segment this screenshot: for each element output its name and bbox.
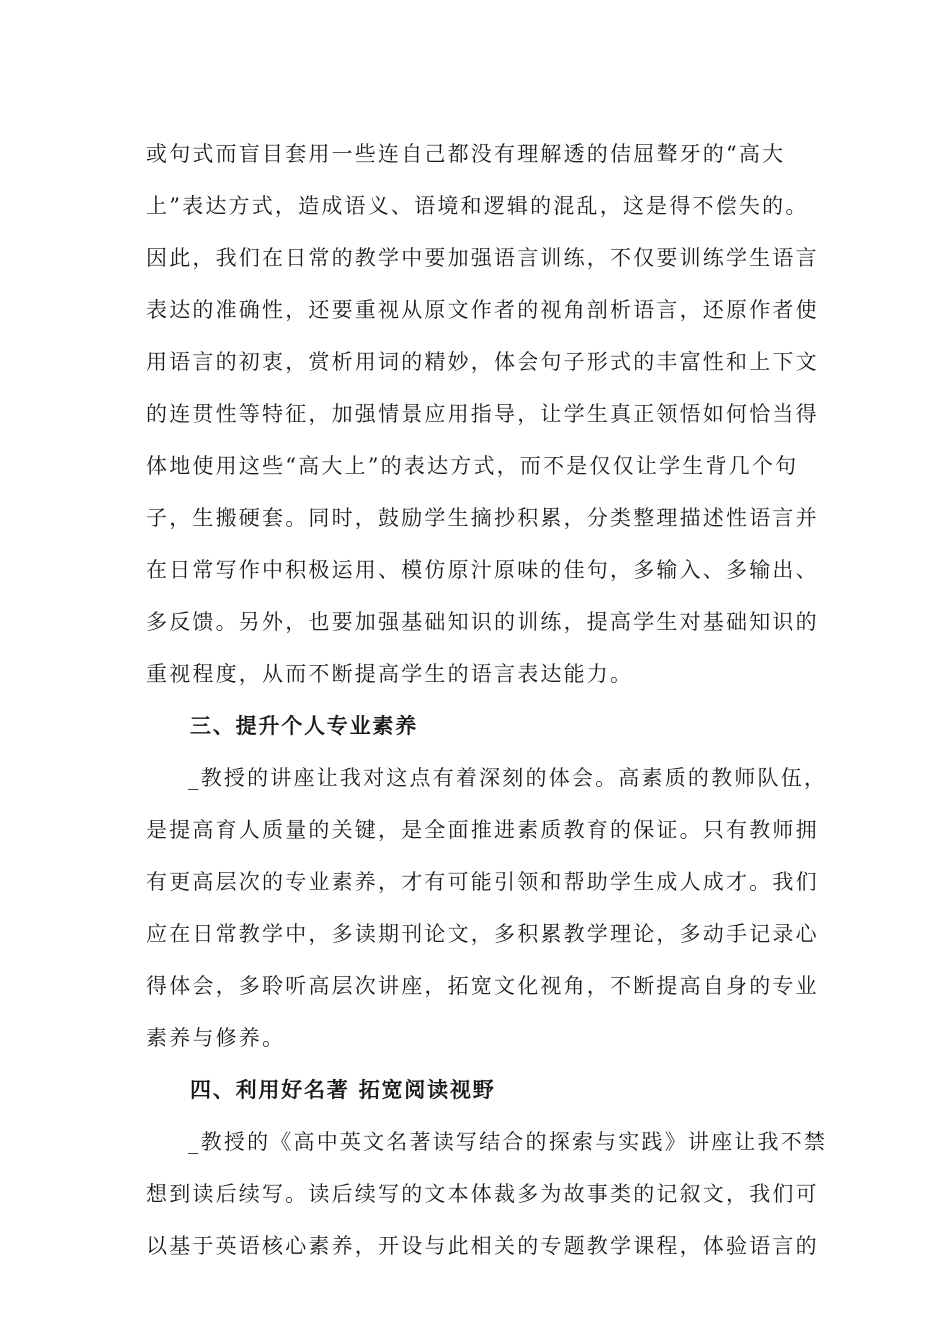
paragraph-line: 有更高层次的专业素养，才有可能引领和帮助学生成人成才。我们 [146,870,819,894]
paragraph-line: 重视程度，从而不断提高学生的语言表达能力。 [146,662,634,686]
paragraph-line: 想到读后续写。读后续写的文本体裁多为故事类的记叙文，我们可 [146,1182,819,1206]
section-heading: 四、利用好名著 拓宽阅读视野 [190,1078,496,1102]
paragraph-line: 以基于英语核心素养，开设与此相关的专题教学课程，体验语言的 [146,1234,819,1258]
document-body [146,128,828,1272]
paragraph-line: 应在日常教学中，多读期刊论文，多积累教学理论，多动手记录心 [146,922,819,946]
paragraph-line: 素养与修养。 [146,1026,286,1050]
paragraph-line: 是提高育人质量的关键，是全面推进素质教育的保证。只有教师拥 [146,818,819,842]
paragraph-line: 在日常写作中积极运用、模仿原汁原味的佳句，多输入、多输出、 [146,558,819,582]
paragraph-line: _教授的讲座让我对这点有着深刻的体会。高素质的教师队伍， [188,766,828,790]
paragraph-line: 或句式而盲目套用一些连自己都没有理解透的佶屈聱牙的“高大 [146,142,786,166]
paragraph-line: 子，生搬硬套。同时，鼓励学生摘抄积累，分类整理描述性语言并 [146,506,819,530]
paragraph-line: 体地使用这些“高大上”的表达方式，而不是仅仅让学生背几个句 [146,454,799,478]
paragraph-line: 多反馈。另外，也要加强基础知识的训练，提高学生对基础知识的 [146,610,819,634]
section-heading: 三、提升个人专业素养 [190,714,418,738]
paragraph-line: _教授的《高中英文名著读写结合的探索与实践》讲座让我不禁 [188,1130,828,1154]
paragraph-line: 用语言的初衷，赏析用词的精妙，体会句子形式的丰富性和上下文 [146,350,819,374]
paragraph-line: 的连贯性等特征，加强情景应用指导，让学生真正领悟如何恰当得 [146,402,819,426]
paragraph-line: 上”表达方式，造成语义、语境和逻辑的混乱，这是得不偿失的。 [146,194,809,218]
paragraph-line: 得体会，多聆听高层次讲座，拓宽文化视角，不断提高自身的专业 [146,974,819,998]
paragraph-line: 因此，我们在日常的教学中要加强语言训练，不仅要训练学生语言 [146,246,819,270]
paragraph-line: 表达的准确性，还要重视从原文作者的视角剖析语言，还原作者使 [146,298,819,322]
